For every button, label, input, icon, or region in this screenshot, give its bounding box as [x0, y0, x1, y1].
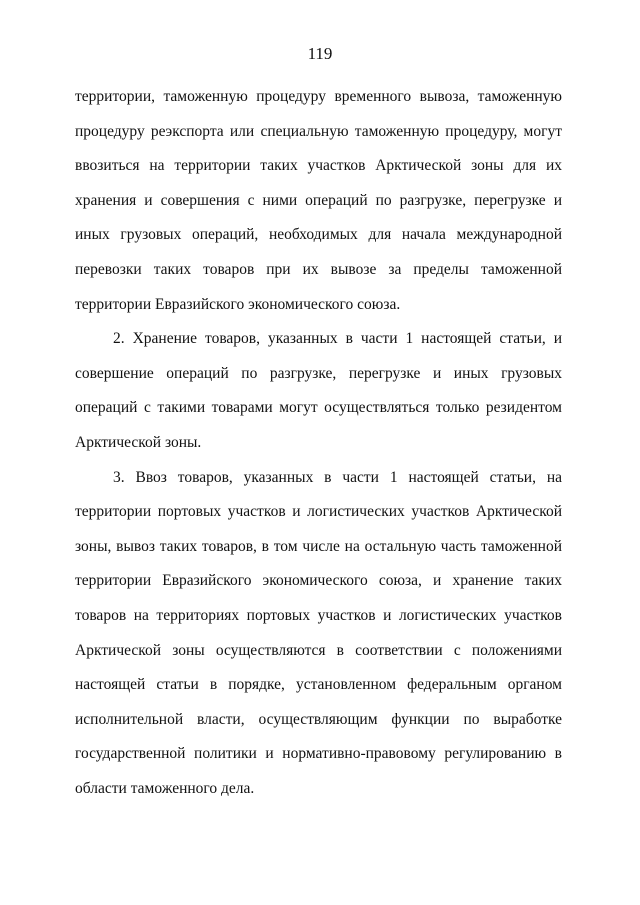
paragraph-2: 2. Хранение товаров, указанных в части 1 настоящей статьи, и совершение операций по разгрузке, перегрузке и иных грузовых операций с такими товарами могут осуществляться только резидентом Арктической зоны. [75, 330, 562, 451]
paragraph-continuation: территории, таможенную процедуру временного вывоза, таможенную процедуру реэкспорта или специальную таможенную процедуру, могут ввозиться на территории таких участков Арктической зоны для их хранения и совершения с ними операций по разгрузке, перегрузке и иных грузовых операций, необходимых для начала международной перевозки таких товаров при их вывозе за пределы таможенной территории Евразийского экономического союза. [75, 88, 562, 313]
page-number: 119 [307, 44, 333, 63]
document-body [75, 80, 562, 806]
paragraph-3: 3. Ввоз товаров, указанных в части 1 настоящей статьи, на территории портовых участков и логистических участков Арктической зоны, вывоз таких товаров, в том числе на остальную часть таможенной территории Евразийского экономического союза, и хранение таких товаров на территориях портовых участков и логистических участков Арктической зоны осуществляются в соответствии с положениями настоящей статьи в порядке, установленном федеральным органом исполнительной власти, осуществляющим функции по выработке государственной политики и нормативно-правовому регулированию в области таможенного дела. [75, 468, 562, 797]
